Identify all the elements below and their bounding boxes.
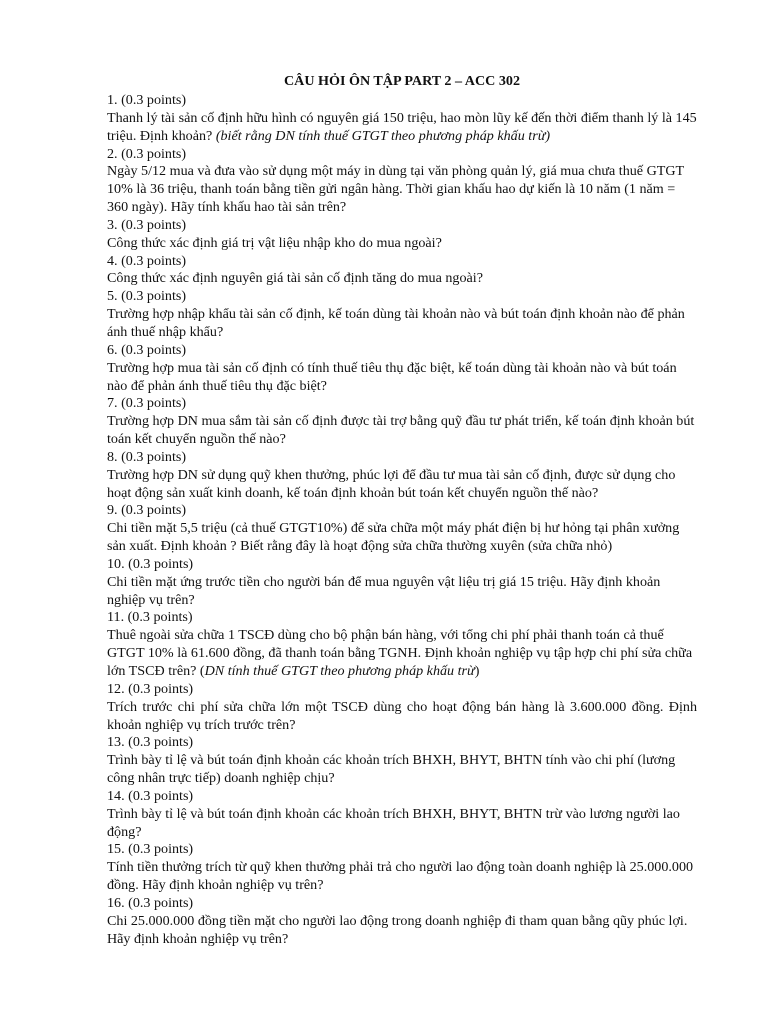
- question-text: [107, 627, 697, 681]
- question-text-main: Thanh lý tài sản cố định hữu hình có nguyên giá 150 triệu, hao mòn lũy kế đến thời điểm thanh lý là 145 triệu. Định khoản?: [107, 109, 697, 144]
- question-text: Chi 25.000.000 đồng tiền mặt cho người lao động trong doanh nghiệp đi tham quan bằng qũy phúc lợi. Hãy định khoản nghiệp vụ trên?: [107, 912, 688, 947]
- question-header: 5. (0.3 points): [107, 288, 187, 305]
- question-text: Công thức xác định nguyên giá tài sản cố định tăng do mua ngoài?: [107, 270, 483, 287]
- question-header: 15. (0.3 points): [107, 841, 194, 858]
- question-7: [107, 395, 697, 449]
- question-header: 1. (0.3 points): [107, 92, 187, 108]
- question-note: (biết rằng DN tính thuế GTGT theo phương pháp khấu trừ): [215, 127, 551, 144]
- question-text: Trường hợp nhập khẩu tài sản cố định, kế toán dùng tài khoản nào và bút toán định khoản nào để phản ánh thuế nhập khẩu?: [107, 306, 685, 340]
- question-text: Trường hợp DN sử dụng quỹ khen thưởng, phúc lợi để đầu tư mua tài sản cố định, được sử dụng cho hoạt động sản xuất kinh doanh, kế toán định khoản bút toán kết chuyển nguồn thế nào?: [107, 466, 676, 501]
- question-2: [107, 146, 697, 217]
- question-10: [107, 556, 697, 610]
- question-text-main: Thuê ngoài sửa chữa 1 TSCĐ dùng cho bộ phận bán hàng, với tổng chi phí phải thanh toán cả thuế GTGT 10% là 61.600 đồng, đã thanh toán bằng TGNH. Định khoản nghiệp vụ tập hợp chi phí sửa chữa lớn TSCĐ trên? (: [107, 627, 693, 679]
- question-text: [107, 110, 697, 146]
- question-text: Trường hợp DN mua sắm tài sản cố định được tài trợ bằng quỹ đầu tư phát triển, kế toán định khoản bút toán kết chuyển nguồn thế nào?: [107, 413, 695, 448]
- document-page: [107, 72, 697, 949]
- question-header: 3. (0.3 points): [107, 216, 187, 233]
- document-title: CÂU HỎI ÔN TẬP PART 2 – ACC 302: [284, 73, 520, 89]
- question-6: [107, 342, 697, 396]
- question-header: 2. (0.3 points): [107, 145, 187, 162]
- question-header: 7. (0.3 points): [107, 395, 187, 412]
- question-text: Trích trước chi phí sửa chữa lớn một TSCĐ dùng cho hoạt động bán hàng là 3.600.000 đồng. Định khoản nghiệp vụ trích trước trên?: [107, 698, 697, 733]
- question-header: 8. (0.3 points): [107, 448, 187, 465]
- question-4: [107, 253, 697, 289]
- question-text-end: ): [474, 663, 480, 679]
- question-text: Chi tiền mặt 5,5 triệu (cả thuế GTGT10%) để sửa chữa một máy phát điện bị hư hỏng tại phân xưởng sản xuất. Định khoản ? Biết rằng đây là hoạt động sửa chữa thường xuyên (sửa chữa nhỏ): [107, 520, 680, 555]
- question-header: 13. (0.3 points): [107, 734, 194, 751]
- question-14: [107, 788, 697, 842]
- question-8: [107, 449, 697, 503]
- question-1: [107, 92, 697, 146]
- question-5: [107, 288, 697, 342]
- question-header: 10. (0.3 points): [107, 555, 194, 572]
- question-text: Trường hợp mua tài sản cố định có tính thuế tiêu thụ đặc biệt, kế toán dùng tài khoản nào và bút toán nào để phản ánh thuế tiêu thụ đặc biệt?: [107, 359, 677, 394]
- question-text: Công thức xác định giá trị vật liệu nhập kho do mua ngoài?: [107, 234, 442, 251]
- question-header: 14. (0.3 points): [107, 787, 194, 804]
- question-text: Tính tiền thưởng trích từ quỹ khen thưởng phải trả cho người lao động toàn doanh nghiệp là 25.000.000 đồng. Hãy định khoản nghiệp vụ trên?: [107, 859, 694, 894]
- question-16: [107, 895, 697, 949]
- question-note: DN tính thuế GTGT theo phương pháp khấu trừ: [204, 663, 475, 679]
- question-header: 12. (0.3 points): [107, 680, 194, 697]
- question-header: 16. (0.3 points): [107, 894, 194, 911]
- question-header: 11. (0.3 points): [107, 609, 193, 626]
- question-3: [107, 217, 697, 253]
- question-15: [107, 841, 697, 895]
- question-header: 6. (0.3 points): [107, 341, 187, 358]
- question-13: [107, 734, 697, 788]
- question-text: Chi tiền mặt ứng trước tiền cho người bán để mua nguyên vật liệu trị giá 15 triệu. Hãy định khoản nghiệp vụ trên?: [107, 573, 661, 608]
- question-12: [107, 681, 697, 735]
- question-11: [107, 609, 697, 680]
- question-header: 9. (0.3 points): [107, 502, 187, 519]
- question-text: Ngày 5/12 mua và đưa vào sử dụng một máy in dùng tại văn phòng quản lý, giá mua chưa thuế GTGT 10% là 36 triệu, thanh toán bằng tiền gửi ngân hàng. Thời gian khấu hao dự kiến là 10 năm (1 năm = 360 ngày). Hãy tính khấu hao tài sản trên?: [107, 163, 684, 216]
- question-text: Trình bày tỉ lệ và bút toán định khoản các khoản trích BHXH, BHYT, BHTN tính vào chi phí (lương công nhân trực tiếp) doanh nghiệp chịu?: [107, 752, 676, 787]
- question-text: Trình bày tỉ lệ và bút toán định khoản các khoản trích BHXH, BHYT, BHTN trừ vào lương người lao động?: [107, 805, 680, 840]
- question-9: [107, 502, 697, 556]
- question-header: 4. (0.3 points): [107, 252, 187, 269]
